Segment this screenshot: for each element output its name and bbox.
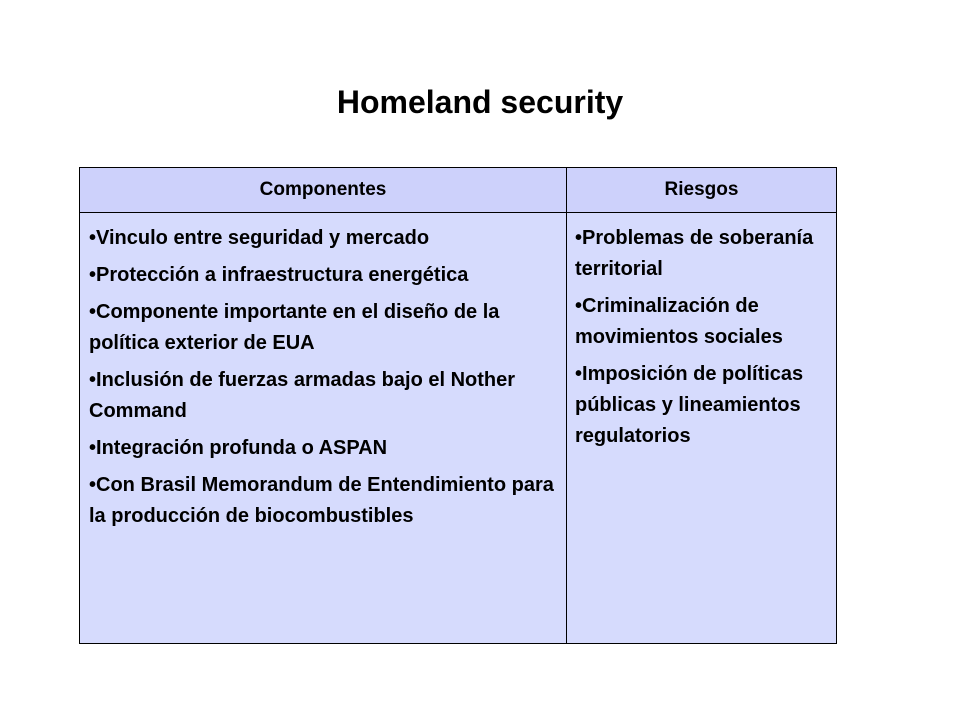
list-item-riesgo: • Imposición de políticas públicas y lineamientos regulatorios	[575, 359, 830, 452]
componentes-cell	[80, 213, 567, 644]
list-item-componente: • Integración profunda o ASPAN	[89, 433, 558, 464]
table-body-row	[80, 213, 837, 644]
header-riesgos: Riesgos	[567, 168, 837, 213]
list-item-componente: • Con Brasil Memorandum de Entendimiento para la producción de biocombustibles	[89, 470, 558, 532]
list-item-componente: • Protección a infraestructura energética	[89, 260, 558, 291]
table-header-row	[80, 168, 837, 213]
riesgos-cell	[567, 213, 837, 644]
slide-title: Homeland security	[336, 84, 624, 120]
riesgos-list	[567, 213, 836, 452]
list-item-componente: • Componente importante en el diseño de la política exterior de EUA	[89, 297, 558, 359]
list-item-componente: • Vinculo entre seguridad y mercado	[89, 223, 558, 254]
list-item-componente: • Inclusión de fuerzas armadas bajo el Nother Command	[89, 365, 558, 427]
header-componentes: Componentes	[80, 168, 567, 213]
list-item-riesgo: • Problemas de soberanía territorial	[575, 223, 830, 285]
componentes-list	[80, 213, 566, 532]
list-item-riesgo: • Criminalización de movimientos sociales	[575, 291, 830, 353]
components-risks-table	[79, 167, 837, 644]
